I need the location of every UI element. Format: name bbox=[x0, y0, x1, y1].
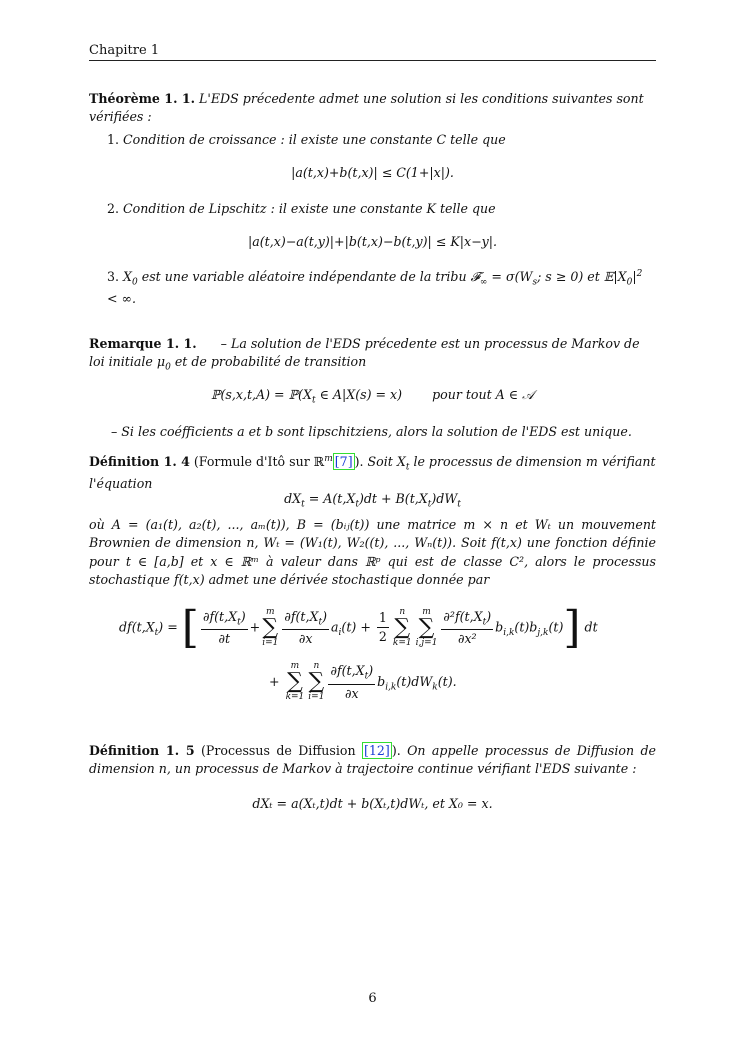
item-number: 1. bbox=[107, 132, 120, 147]
theorem-item-3: 3. $X_0$ est une variable aléatoire indépendante de la tribu 𝓕$_\infty$ = $\sigma(W_s$; s ≥ 0) et $𝔼|X_0|^2$ < ∞. bbox=[107, 269, 643, 306]
remark: Remarque 1. 1. – La solution de l'EDS précedente est un processus de Markov de loi initiale $\mu_0$ et de probabilité de transition bbox=[89, 336, 640, 373]
remark-text-1b: et de probabilité de transition bbox=[174, 354, 367, 370]
equation-diffusion: dXₜ = a(Xₜ,t)dt + b(Xₜ,t)dWₜ, et X₀ = x. bbox=[252, 796, 493, 811]
equation-sde: $dX_t = A(t,X_t)dt + B(t,X_t)dW_t$ bbox=[284, 491, 461, 510]
equation-ito-formula: $df(t,X_t)$ = [ $\frac{\partial f(t,X_t)}{\partial t}$ + m ∑ i=1 $\frac{\partial f(t,X_t)}{\partial x}$ $a_i(t)$ + $\frac{1}{2}$ n ∑ k=1 m ∑ i,j=1 $\frac{\partial^2f(t,X_t)}{\text{∂x²}}$ $b_{i,k}(t)b_{j,k}(t)$] dt bbox=[119, 602, 598, 653]
chapter-title: Chapitre 1 bbox=[89, 43, 160, 58]
equation-growth: |a(t,x)+b(t,x)| ≤ C(1+|x|). bbox=[291, 165, 454, 180]
equation-transition: ℙ(s,x,t,A) = $ℙ(X_t$ ∈ A|X(s) = x) pour tout A ∈ 𝒜 bbox=[211, 387, 534, 406]
theorem-text: L'EDS précedente admet une solution si les conditions suivantes sont vérifiées : bbox=[89, 91, 644, 125]
equation-ito-formula-line2: + m ∑ k=1 n ∑ i=1 $\frac{\partial f(t,X_t)}{\partial x}$ $b_{i,k}(t)dW_k(t)$. bbox=[269, 661, 457, 703]
citation-link[interactable]: 7 bbox=[339, 454, 348, 470]
definition-ito: Définition 1. 4 (Formule d'Itô sur ℝ$^m$ [7] ). Soit $X_t$ le processus de dimension m vérifiant l'équation bbox=[89, 454, 656, 491]
item-number: 3. bbox=[107, 269, 120, 285]
remark-text-2: – Si les coéfficients a et b sont lipschitziens, alors la solution de l'EDS est unique. bbox=[111, 424, 632, 439]
item-number: 2. bbox=[107, 201, 120, 216]
item-text: Condition de croissance : il existe une constante C telle que bbox=[123, 132, 506, 147]
remark-label: Remarque 1. 1. bbox=[89, 336, 197, 351]
item-text: Condition de Lipschitz : il existe une constante K telle que bbox=[123, 201, 496, 216]
theorem-item-2 bbox=[107, 200, 656, 218]
remark-text-1: – La solution de l'EDS précedente est un processus de Markov de loi initiale μ bbox=[89, 336, 640, 370]
page-number: 6 bbox=[368, 991, 377, 1006]
citation-link[interactable]: 12 bbox=[368, 743, 385, 758]
item-text: est une variable aléatoire indépendante de la tribu bbox=[141, 269, 467, 285]
theorem-label: Théorème 1. 1. bbox=[89, 91, 195, 106]
equation-lipschitz: |a(t,x)−a(t,y)|+|b(t,x)−b(t,y)| ≤ K|x−y|. bbox=[248, 234, 497, 249]
definition-label: Définition 1. 4 bbox=[89, 454, 190, 470]
running-header bbox=[89, 42, 656, 61]
definition-diffusion: Définition 1. 5 (Processus de Diffusion [12] ). On appelle processus de Diffusion de dimension n, un processus de Markov à trajectoire continue vérifiant l'EDS suivante : bbox=[89, 743, 656, 777]
definition-label: Définition 1. 5 bbox=[89, 743, 195, 758]
theorem-intro bbox=[89, 90, 656, 127]
definition-ito-body: où A = (a₁(t), a₂(t), ..., aₘ(t)), B = (bᵢⱼ(t)) une matrice m × n et Wₜ un mouvement Brownien de dimension n, Wₜ = (W₁(t), W₂((t), ..., Wₙ(t)). Soit f(t,x) une fonction définie pour t ∈ [a,b] et x ∈ ℝᵐ à valeur dans ℝᵖ qui est de classe C², alors le processus stochastique f(t,x) admet une dérivée stochastique donnée par bbox=[89, 517, 656, 587]
theorem-item-1 bbox=[107, 131, 656, 149]
